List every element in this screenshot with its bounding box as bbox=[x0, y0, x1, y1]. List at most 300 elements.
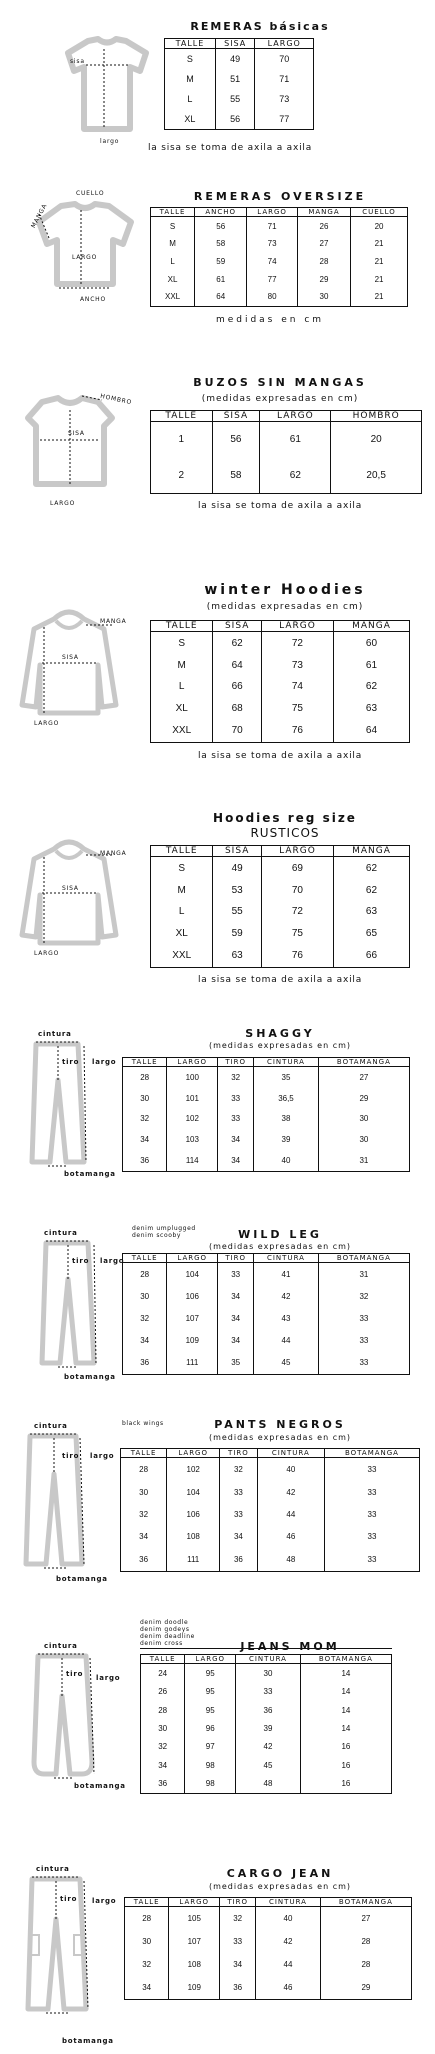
section-note: la sisa se toma de axila a axila bbox=[197, 501, 363, 511]
table-cell: 20 bbox=[374, 221, 384, 231]
table-row bbox=[125, 1953, 412, 1976]
table-cell: 109 bbox=[169, 1976, 220, 2000]
table-cell: 114 bbox=[167, 1150, 218, 1172]
table-cell: 1 bbox=[151, 422, 213, 458]
section-title-line2: RUSTICOS bbox=[250, 826, 320, 840]
table-row bbox=[151, 654, 410, 676]
section-note: la sisa se toma de axila a axila bbox=[147, 143, 313, 153]
label-largo: largo bbox=[92, 1897, 117, 1905]
table-row bbox=[121, 1548, 420, 1572]
table-row bbox=[151, 720, 410, 743]
column-header: TALLE bbox=[151, 621, 213, 632]
table-cell: 61 bbox=[365, 659, 378, 671]
label-hombro: HOMBRO bbox=[99, 392, 133, 407]
column-header: LARGO bbox=[167, 1058, 218, 1067]
table-cell: XXL bbox=[151, 288, 195, 307]
table-cell: 33 bbox=[220, 1481, 258, 1503]
table-header-row bbox=[151, 846, 410, 857]
model-name: denim umplugged bbox=[132, 1225, 196, 1232]
table-cell: 27 bbox=[297, 235, 350, 253]
table-cell: 28 bbox=[121, 1458, 167, 1482]
size-table bbox=[150, 620, 410, 743]
tshirt-icon bbox=[64, 35, 150, 135]
table-cell: L bbox=[151, 253, 195, 271]
table-row bbox=[151, 857, 410, 880]
table-cell: 24 bbox=[141, 1664, 185, 1683]
column-header: LARGO bbox=[260, 411, 331, 422]
table-row bbox=[123, 1286, 410, 1308]
column-header: LARGO bbox=[169, 1898, 220, 1907]
table-cell: 73 bbox=[279, 93, 290, 104]
table-cell: 28 bbox=[125, 1907, 169, 1931]
table-row bbox=[151, 901, 410, 923]
table-cell: 107 bbox=[167, 1308, 218, 1330]
table-cell: 45 bbox=[236, 1756, 301, 1774]
label-manga: MANGA bbox=[30, 202, 49, 230]
table-cell: 64 bbox=[195, 288, 247, 307]
table-cell: 95 bbox=[185, 1683, 236, 1701]
table-header-row bbox=[121, 1449, 420, 1458]
column-header: TALLE bbox=[125, 1898, 169, 1907]
label-manga: MANGA bbox=[100, 618, 127, 625]
model-name: denim scooby bbox=[132, 1232, 182, 1239]
table-cell: 62 bbox=[260, 458, 331, 494]
table-cell: 102 bbox=[167, 1109, 218, 1130]
label-botamanga: botamanga bbox=[64, 1373, 116, 1381]
table-row bbox=[151, 270, 408, 288]
table-cell: XL bbox=[151, 698, 213, 720]
column-header: MANGA bbox=[333, 621, 409, 632]
section-oversize bbox=[0, 170, 435, 345]
table-cell: 30 bbox=[125, 1930, 169, 1953]
section-title: REMERAS OVERSIZE bbox=[193, 190, 367, 203]
table-cell: 55 bbox=[215, 89, 255, 109]
table-cell: 30 bbox=[359, 1114, 369, 1124]
table-row bbox=[123, 1109, 410, 1130]
table-cell: 29 bbox=[359, 1093, 369, 1103]
table-cell: 104 bbox=[167, 1481, 220, 1503]
table-cell: 51 bbox=[215, 69, 255, 89]
label-sisa: SISA bbox=[62, 885, 79, 892]
table-cell: 36 bbox=[220, 1548, 258, 1572]
table-cell: 56 bbox=[212, 422, 260, 458]
table-cell: 70 bbox=[279, 54, 290, 65]
table-cell: 77 bbox=[279, 113, 290, 124]
table-cell: 33 bbox=[367, 1487, 377, 1497]
section-title: Hoodies reg size bbox=[213, 811, 357, 825]
table-cell: XL bbox=[151, 923, 213, 945]
column-header: SISA bbox=[215, 39, 255, 49]
title-divider bbox=[140, 1648, 392, 1649]
column-header: TALLE bbox=[151, 208, 195, 217]
table-cell: 64 bbox=[365, 725, 378, 737]
table-cell: 34 bbox=[220, 1953, 256, 1976]
table-row bbox=[123, 1308, 410, 1330]
table-cell: 68 bbox=[213, 698, 262, 720]
table-cell: 34 bbox=[125, 1976, 169, 2000]
table-cell: 36 bbox=[123, 1351, 167, 1374]
column-header: BOTAMANGA bbox=[320, 1898, 411, 1907]
table-row bbox=[151, 879, 410, 901]
table-cell: 46 bbox=[257, 1526, 324, 1548]
table-cell: 106 bbox=[167, 1503, 220, 1525]
label-manga: MANGA bbox=[100, 850, 127, 857]
column-header: TALLE bbox=[165, 39, 216, 49]
table-cell: 62 bbox=[365, 862, 378, 874]
section-subtitle: (medidas expresadas en cm) bbox=[201, 394, 359, 404]
table-cell: 28 bbox=[123, 1263, 167, 1286]
table-cell: 66 bbox=[365, 950, 378, 962]
jogger-pants-icon bbox=[30, 1652, 96, 1782]
table-cell: 98 bbox=[185, 1756, 236, 1774]
table-cell: 16 bbox=[341, 1760, 351, 1770]
label-cintura: cintura bbox=[34, 1422, 68, 1430]
table-cell: 33 bbox=[367, 1509, 377, 1519]
table-cell: 71 bbox=[247, 217, 298, 236]
table-cell: 32 bbox=[123, 1109, 167, 1130]
table-row bbox=[141, 1774, 392, 1793]
table-cell: 56 bbox=[215, 109, 255, 130]
table-cell: 80 bbox=[247, 288, 298, 307]
section-subtitle: (medidas expresadas en cm) bbox=[208, 1882, 352, 1891]
table-cell: 33 bbox=[218, 1263, 254, 1286]
table-cell: 27 bbox=[361, 1914, 371, 1924]
section-note: la sisa se toma de axila a axila bbox=[197, 751, 363, 761]
table-cell: 36 bbox=[141, 1774, 185, 1793]
table-cell: 34 bbox=[121, 1526, 167, 1548]
label-largo: LARGO bbox=[50, 500, 76, 507]
table-row bbox=[165, 89, 314, 109]
table-cell: 62 bbox=[213, 632, 262, 655]
table-cell: 69 bbox=[261, 857, 333, 880]
table-cell: S bbox=[165, 49, 216, 70]
table-cell: 95 bbox=[185, 1664, 236, 1683]
table-cell: 42 bbox=[254, 1286, 319, 1308]
table-cell: 34 bbox=[123, 1129, 167, 1150]
table-cell: 16 bbox=[341, 1742, 351, 1752]
table-cell: 56 bbox=[195, 217, 247, 236]
table-cell: 28 bbox=[297, 253, 350, 271]
table-cell: 20,5 bbox=[366, 469, 386, 481]
column-header: SISA bbox=[212, 411, 260, 422]
table-row bbox=[151, 235, 408, 253]
table-cell: 33 bbox=[359, 1313, 369, 1323]
table-cell: M bbox=[165, 69, 216, 89]
table-cell: 28 bbox=[361, 1937, 371, 1947]
column-header: LARGO bbox=[185, 1655, 236, 1664]
table-cell: 30 bbox=[236, 1664, 301, 1683]
table-cell: 111 bbox=[167, 1548, 220, 1572]
table-cell: S bbox=[151, 217, 195, 236]
table-cell: 76 bbox=[261, 945, 333, 968]
table-cell: 58 bbox=[212, 458, 260, 494]
table-cell: 34 bbox=[218, 1308, 254, 1330]
column-header: LARGO bbox=[247, 208, 298, 217]
table-cell: 65 bbox=[365, 928, 378, 940]
table-cell: 28 bbox=[141, 1701, 185, 1719]
table-cell: 30 bbox=[121, 1481, 167, 1503]
model-list bbox=[140, 1619, 195, 1647]
column-header: TALLE bbox=[121, 1449, 167, 1458]
section-subtitle: (medidas expresadas en cm) bbox=[208, 1242, 352, 1251]
table-row bbox=[121, 1526, 420, 1548]
table-row bbox=[123, 1263, 410, 1286]
table-cell: 30 bbox=[359, 1135, 369, 1144]
table-row bbox=[123, 1129, 410, 1150]
size-table bbox=[150, 845, 410, 968]
label-largo: largo bbox=[100, 1257, 125, 1265]
column-header: ANCHO bbox=[195, 208, 247, 217]
table-cell: 42 bbox=[256, 1930, 321, 1953]
table-cell: 35 bbox=[254, 1067, 319, 1089]
label-tiro: tiro bbox=[72, 1257, 90, 1265]
section-title: BUZOS SIN MANGAS bbox=[193, 376, 367, 389]
table-header-row bbox=[123, 1254, 410, 1263]
table-cell: 48 bbox=[236, 1774, 301, 1793]
table-cell: 61 bbox=[195, 270, 247, 288]
column-header: CINTURA bbox=[256, 1898, 321, 1907]
table-cell: 20 bbox=[370, 434, 382, 446]
section-remeras bbox=[0, 0, 435, 170]
table-cell: 76 bbox=[261, 720, 333, 743]
column-header: TALLE bbox=[123, 1254, 167, 1263]
section-shaggy bbox=[0, 1010, 435, 1190]
table-cell: 53 bbox=[213, 879, 262, 901]
table-cell: 36 bbox=[123, 1150, 167, 1172]
label-tiro: tiro bbox=[62, 1058, 80, 1066]
label-ancho: ANCHO bbox=[80, 296, 107, 303]
table-cell: M bbox=[151, 654, 213, 676]
table-cell: 105 bbox=[169, 1907, 220, 1931]
table-cell: 21 bbox=[374, 239, 384, 249]
table-row bbox=[123, 1329, 410, 1351]
table-cell: M bbox=[151, 879, 213, 901]
table-cell: 41 bbox=[254, 1263, 319, 1286]
label-largo: largo bbox=[90, 1452, 115, 1460]
section-cargo bbox=[0, 1845, 435, 2054]
section-buzos bbox=[0, 370, 435, 530]
table-cell: 55 bbox=[213, 901, 262, 923]
column-header: TIRO bbox=[220, 1449, 258, 1458]
table-cell: 75 bbox=[261, 923, 333, 945]
label-sisa: sisa bbox=[70, 58, 85, 65]
table-cell: 96 bbox=[185, 1719, 236, 1737]
table-cell: 74 bbox=[261, 676, 333, 698]
table-cell: 14 bbox=[341, 1687, 351, 1697]
table-cell: 33 bbox=[367, 1465, 377, 1475]
table-cell: 97 bbox=[185, 1738, 236, 1756]
table-cell: 72 bbox=[261, 632, 333, 655]
section-title: winter Hoodies bbox=[204, 582, 366, 598]
column-header: HOMBRO bbox=[331, 411, 422, 422]
table-row bbox=[141, 1701, 392, 1719]
table-cell: 38 bbox=[254, 1109, 319, 1130]
size-table bbox=[124, 1897, 412, 2000]
table-cell: 95 bbox=[185, 1701, 236, 1719]
table-cell: 27 bbox=[359, 1073, 369, 1083]
table-cell: 108 bbox=[169, 1953, 220, 1976]
table-cell: 31 bbox=[359, 1155, 369, 1165]
table-cell: 40 bbox=[256, 1907, 321, 1931]
table-cell: 33 bbox=[367, 1532, 377, 1542]
table-cell: 60 bbox=[365, 637, 378, 649]
table-row bbox=[123, 1351, 410, 1374]
table-cell: 59 bbox=[195, 253, 247, 271]
table-cell: 49 bbox=[213, 857, 262, 880]
table-cell: 32 bbox=[220, 1458, 258, 1482]
section-pantsnegros bbox=[0, 1400, 435, 1600]
table-cell: 62 bbox=[365, 884, 378, 896]
table-row bbox=[151, 253, 408, 271]
table-cell: 75 bbox=[261, 698, 333, 720]
table-cell: 40 bbox=[254, 1150, 319, 1172]
section-subtitle: (medidas expresadas en cm) bbox=[206, 602, 364, 612]
section-jeansmom bbox=[0, 1610, 435, 1800]
section-title: WILD LEG bbox=[238, 1228, 322, 1241]
model-name: black wings bbox=[122, 1420, 164, 1427]
table-row bbox=[165, 49, 314, 70]
table-cell: 26 bbox=[297, 217, 350, 236]
table-cell: 32 bbox=[218, 1067, 254, 1089]
table-row bbox=[151, 632, 410, 655]
table-cell: 33 bbox=[220, 1503, 258, 1525]
label-botamanga: botamanga bbox=[56, 1575, 108, 1583]
column-header: TALLE bbox=[123, 1058, 167, 1067]
section-note: medidas en cm bbox=[215, 315, 325, 325]
label-cintura: cintura bbox=[38, 1030, 72, 1038]
table-row bbox=[123, 1150, 410, 1172]
table-cell: L bbox=[165, 89, 216, 109]
table-cell: 21 bbox=[374, 274, 384, 284]
table-cell: 33 bbox=[367, 1554, 377, 1564]
table-cell: 63 bbox=[213, 945, 262, 968]
table-cell: 21 bbox=[374, 292, 384, 302]
table-row bbox=[165, 109, 314, 130]
table-cell: 30 bbox=[123, 1088, 167, 1109]
table-cell: 31 bbox=[359, 1269, 369, 1279]
table-row bbox=[123, 1088, 410, 1109]
table-cell: 109 bbox=[167, 1329, 218, 1351]
table-row bbox=[121, 1503, 420, 1525]
table-cell: 33 bbox=[218, 1109, 254, 1130]
table-row bbox=[151, 945, 410, 968]
table-cell: XL bbox=[151, 270, 195, 288]
table-cell: 30 bbox=[123, 1286, 167, 1308]
table-cell: 44 bbox=[257, 1503, 324, 1525]
label-tiro: tiro bbox=[62, 1452, 80, 1460]
section-title: REMERAS básicas bbox=[190, 20, 330, 33]
label-botamanga: botamanga bbox=[74, 1782, 126, 1790]
table-cell: 2 bbox=[151, 458, 213, 494]
table-header-row bbox=[151, 621, 410, 632]
model-name: denim deadline bbox=[140, 1633, 195, 1640]
table-cell: 106 bbox=[167, 1286, 218, 1308]
table-cell: 34 bbox=[141, 1756, 185, 1774]
column-header: CINTURA bbox=[257, 1449, 324, 1458]
table-cell: 33 bbox=[220, 1930, 256, 1953]
column-header: TIRO bbox=[218, 1254, 254, 1263]
table-cell: 36 bbox=[220, 1976, 256, 2000]
table-cell: 29 bbox=[297, 270, 350, 288]
table-cell: 62 bbox=[365, 681, 378, 693]
table-cell: 33 bbox=[359, 1335, 369, 1345]
table-header-row bbox=[151, 208, 408, 217]
table-cell: 26 bbox=[141, 1683, 185, 1701]
table-cell: 104 bbox=[167, 1263, 218, 1286]
table-cell: 64 bbox=[213, 654, 262, 676]
table-row bbox=[151, 676, 410, 698]
column-header: MANGA bbox=[333, 846, 409, 857]
table-cell: 98 bbox=[185, 1774, 236, 1793]
column-header: CUELLO bbox=[351, 208, 408, 217]
table-cell: 36,5 bbox=[254, 1088, 319, 1109]
table-cell: L bbox=[151, 676, 213, 698]
size-table bbox=[122, 1057, 410, 1172]
table-row bbox=[165, 69, 314, 89]
table-cell: S bbox=[151, 857, 213, 880]
table-cell: 39 bbox=[254, 1129, 319, 1150]
table-cell: 30 bbox=[141, 1719, 185, 1737]
table-cell: 42 bbox=[257, 1481, 324, 1503]
table-row bbox=[151, 698, 410, 720]
section-title: PANTS NEGROS bbox=[214, 1418, 346, 1431]
table-cell: 71 bbox=[279, 74, 290, 85]
section-subtitle: (medidas expresadas en cm) bbox=[208, 1433, 352, 1442]
table-cell: 34 bbox=[218, 1129, 254, 1150]
table-cell: 73 bbox=[261, 654, 333, 676]
table-header-row bbox=[151, 411, 422, 422]
table-cell: XXL bbox=[151, 945, 213, 968]
table-cell: 32 bbox=[220, 1907, 256, 1931]
table-cell: 111 bbox=[167, 1351, 218, 1374]
label-cintura: cintura bbox=[44, 1642, 78, 1650]
section-note: la sisa se toma de axila a axila bbox=[197, 975, 363, 985]
table-row bbox=[151, 422, 422, 458]
table-row bbox=[141, 1756, 392, 1774]
table-cell: 103 bbox=[167, 1129, 218, 1150]
table-cell: 34 bbox=[220, 1526, 258, 1548]
label-largo: largo bbox=[100, 138, 120, 145]
table-cell: 34 bbox=[218, 1329, 254, 1351]
table-cell: 72 bbox=[261, 901, 333, 923]
section-title: CARGO JEAN bbox=[226, 1867, 334, 1880]
model-name: denim cross bbox=[140, 1640, 183, 1647]
table-cell: 101 bbox=[167, 1088, 218, 1109]
table-cell: 35 bbox=[218, 1351, 254, 1374]
table-cell: 16 bbox=[341, 1779, 351, 1789]
section-wildleg bbox=[0, 1195, 435, 1385]
table-header-row bbox=[125, 1898, 412, 1907]
section-rusticos bbox=[0, 795, 435, 1000]
model-list bbox=[132, 1225, 196, 1239]
table-row bbox=[151, 458, 422, 494]
table-row bbox=[141, 1738, 392, 1756]
table-cell: 32 bbox=[123, 1308, 167, 1330]
table-row bbox=[151, 288, 408, 307]
size-table bbox=[120, 1448, 420, 1572]
label-largo: LARGO bbox=[34, 950, 60, 957]
column-header: MANGA bbox=[297, 208, 350, 217]
table-cell: 77 bbox=[247, 270, 298, 288]
table-cell: 63 bbox=[365, 906, 378, 918]
table-cell: 34 bbox=[218, 1286, 254, 1308]
table-row bbox=[125, 1907, 412, 1931]
column-header: BOTAMANGA bbox=[318, 1254, 409, 1263]
table-cell: 49 bbox=[215, 49, 255, 70]
table-cell: 100 bbox=[167, 1067, 218, 1089]
column-header: LARGO bbox=[261, 846, 333, 857]
table-row bbox=[151, 217, 408, 236]
